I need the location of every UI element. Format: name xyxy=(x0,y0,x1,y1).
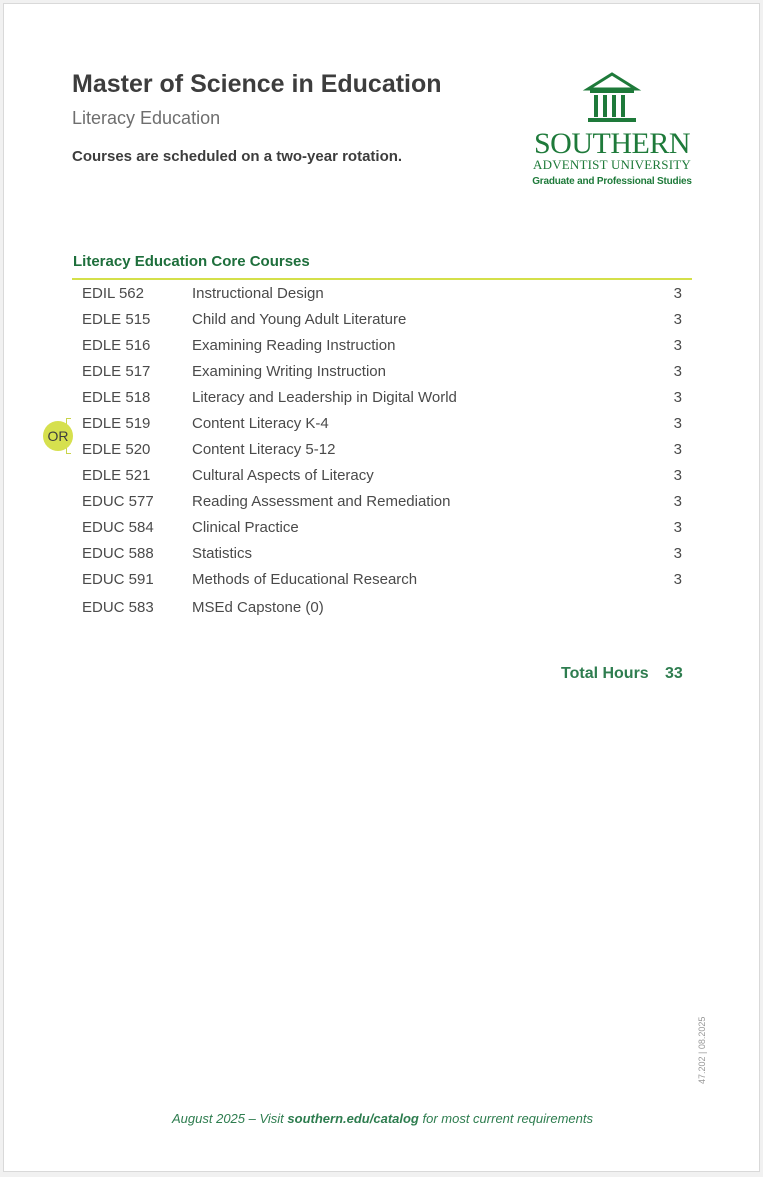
catalog-link[interactable]: southern.edu/catalog xyxy=(287,1111,419,1126)
course-code: EDLE 516 xyxy=(82,337,151,354)
course-row xyxy=(72,515,692,541)
course-row xyxy=(72,385,692,411)
footer-suffix: for most current requirements xyxy=(418,1111,593,1126)
course-name: Cultural Aspects of Literacy xyxy=(192,467,374,484)
total-hours-label: Total Hours xyxy=(561,665,649,682)
course-hours: 3 xyxy=(673,571,682,588)
course-hours: 3 xyxy=(673,415,682,432)
course-name: Examining Writing Instruction xyxy=(192,363,386,380)
course-code: EDLE 518 xyxy=(82,389,151,406)
course-hours: 3 xyxy=(673,311,682,328)
course-row xyxy=(72,593,692,623)
section-heading: Literacy Education Core Courses xyxy=(73,253,310,270)
course-code: EDUC 583 xyxy=(82,599,154,616)
course-row xyxy=(72,411,692,437)
rotation-note: Courses are scheduled on a two-year rotation. xyxy=(72,148,403,165)
course-code: EDLE 521 xyxy=(82,467,151,484)
university-logo xyxy=(532,72,692,192)
course-name: Child and Young Adult Literature xyxy=(192,311,407,328)
course-row xyxy=(72,437,692,463)
section-divider xyxy=(72,278,692,280)
course-code: EDLE 520 xyxy=(82,441,151,458)
course-name: Literacy and Leadership in Digital World xyxy=(192,389,457,406)
building-columns-icon xyxy=(582,72,642,126)
logo-subname: ADVENTIST UNIVERSITY xyxy=(533,157,691,172)
course-row xyxy=(72,489,692,515)
version-code: 47.202 | 08.2025 xyxy=(697,1016,707,1084)
program-subtitle: Literacy Education xyxy=(72,108,221,128)
course-code: EDIL 562 xyxy=(82,285,144,302)
course-row xyxy=(72,281,692,307)
course-code: EDUC 577 xyxy=(82,493,154,510)
course-name: MSEd Capstone (0) xyxy=(192,599,324,616)
footer-prefix: August 2025 – Visit xyxy=(172,1111,288,1126)
total-hours-value: 33 xyxy=(665,665,683,682)
course-hours: 3 xyxy=(673,285,682,302)
course-code: EDUC 588 xyxy=(82,545,154,562)
course-code: EDLE 517 xyxy=(82,363,151,380)
course-row xyxy=(72,463,692,489)
course-hours: 3 xyxy=(673,467,682,484)
course-row xyxy=(72,333,692,359)
or-badge: OR xyxy=(43,421,73,451)
course-hours: 3 xyxy=(673,389,682,406)
logo-name: SOUTHERN xyxy=(533,127,690,160)
course-hours: 3 xyxy=(673,441,682,458)
course-name: Methods of Educational Research xyxy=(192,571,418,588)
course-name: Content Literacy 5-12 xyxy=(192,441,336,458)
course-code: EDUC 584 xyxy=(82,519,154,536)
course-code: EDLE 515 xyxy=(82,311,151,328)
course-name: Clinical Practice xyxy=(192,519,299,536)
course-name: Examining Reading Instruction xyxy=(192,337,396,354)
course-table xyxy=(72,281,692,623)
logo-tagline: Graduate and Professional Studies xyxy=(532,176,692,187)
footer-note xyxy=(4,1111,761,1126)
course-hours: 3 xyxy=(673,363,682,380)
course-hours: 3 xyxy=(673,545,682,562)
course-name: Instructional Design xyxy=(192,285,324,302)
page-title: Master of Science in Education xyxy=(72,70,442,98)
course-hours: 3 xyxy=(673,337,682,354)
course-name: Reading Assessment and Remediation xyxy=(192,493,451,510)
course-row xyxy=(72,567,692,593)
course-name: Content Literacy K-4 xyxy=(192,415,329,432)
course-name: Statistics xyxy=(192,545,253,562)
course-hours: 3 xyxy=(673,519,682,536)
course-row xyxy=(72,541,692,567)
course-row xyxy=(72,307,692,333)
course-code: EDLE 519 xyxy=(82,415,151,432)
course-hours: 3 xyxy=(673,493,682,510)
catalog-page xyxy=(3,3,760,1172)
course-code: EDUC 591 xyxy=(82,571,154,588)
course-row xyxy=(72,359,692,385)
